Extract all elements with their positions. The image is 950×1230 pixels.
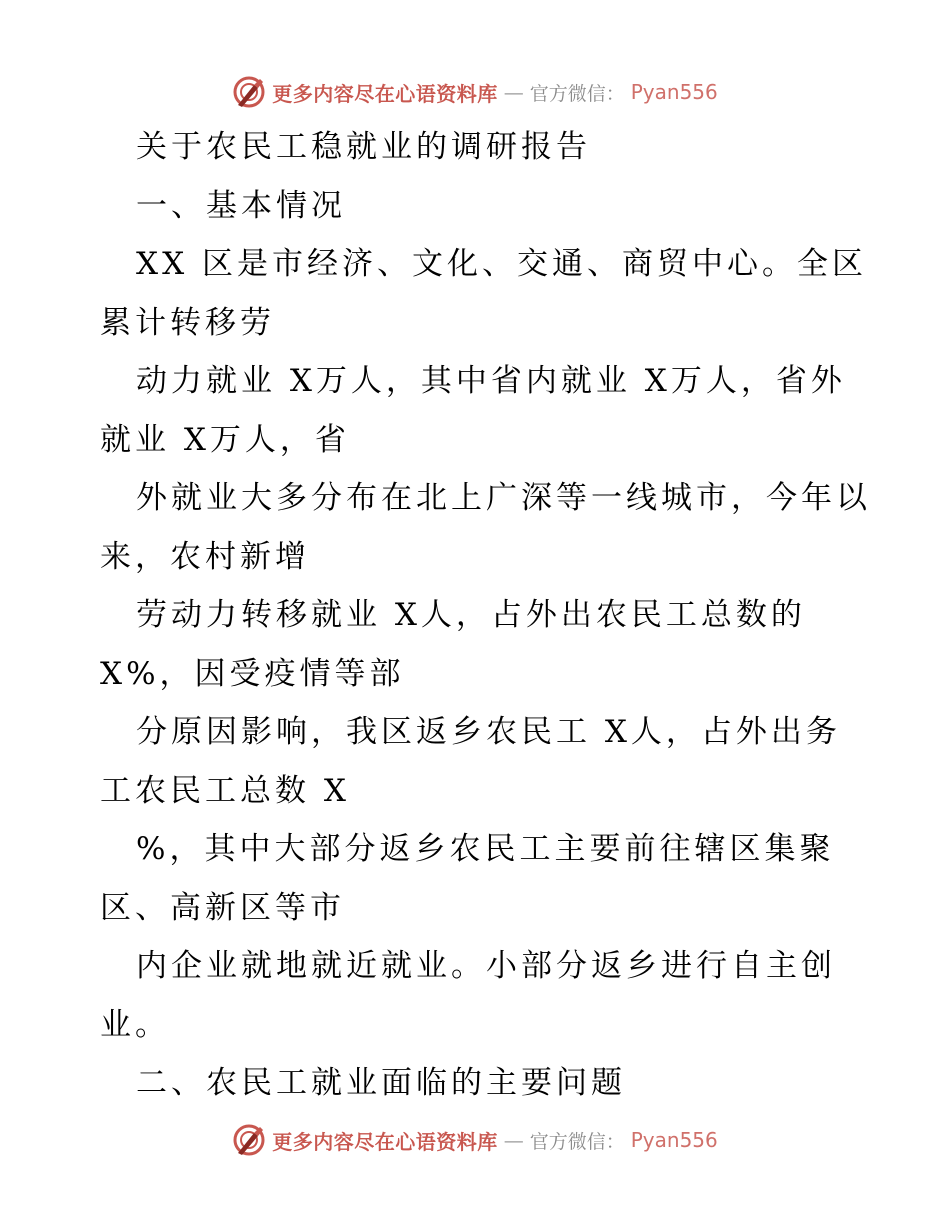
header-watermark: [0, 72, 950, 112]
paragraph-line: 业。: [100, 1006, 170, 1043]
paragraph-line: %，其中大部分返乡农民工主要前往辖区集聚: [136, 831, 835, 867]
paragraph-line: 分原因影响，我区返乡农民工 X人，占外出务: [136, 714, 841, 750]
watermark-text: 更多内容尽在心语资料库: [272, 1129, 498, 1154]
paragraph-line: 外就业大多分布在北上广深等一线城市，今年以: [136, 480, 871, 516]
paragraph-line: 累计转移劳: [100, 304, 275, 341]
paragraph-line: 工农民工总数 X: [100, 772, 350, 809]
paragraph-line: 区、高新区等市: [100, 889, 345, 926]
paragraph-line: XX 区是市经济、文化、交通、商贸中心。全区: [136, 246, 867, 282]
paragraph-line: X%，因受疫情等部: [100, 655, 405, 692]
document-title: 关于农民工稳就业的调研报告: [136, 129, 591, 165]
watermark-dash: —: [503, 80, 524, 104]
pen-logo-icon: [232, 1123, 266, 1157]
watermark-text: 更多内容尽在心语资料库: [272, 81, 498, 106]
paragraph-line: 动力就业 X万人，其中省内就业 X万人，省外: [136, 363, 846, 399]
wechat-label: 官方微信：: [529, 82, 625, 105]
paragraph-line: 内企业就地就近就业。小部分返乡进行自主创: [136, 948, 836, 984]
wechat-id: Pyan556: [630, 80, 718, 104]
wechat-label: 官方微信：: [529, 1130, 625, 1153]
paragraph-line: 就业 X万人，省: [100, 421, 350, 458]
paragraph-line: 劳动力转移就业 X人，占外出农民工总数的: [136, 597, 806, 633]
watermark-dash: —: [503, 1128, 524, 1152]
wechat-id: Pyan556: [630, 1128, 718, 1152]
paragraph-line: 来，农村新增: [100, 538, 310, 575]
footer-watermark: [0, 1120, 950, 1160]
document-body: [100, 118, 871, 1113]
section-heading: 一、基本情况: [136, 187, 346, 224]
section-heading: 二、农民工就业面临的主要问题: [136, 1065, 626, 1101]
pen-logo-icon: [232, 75, 266, 109]
